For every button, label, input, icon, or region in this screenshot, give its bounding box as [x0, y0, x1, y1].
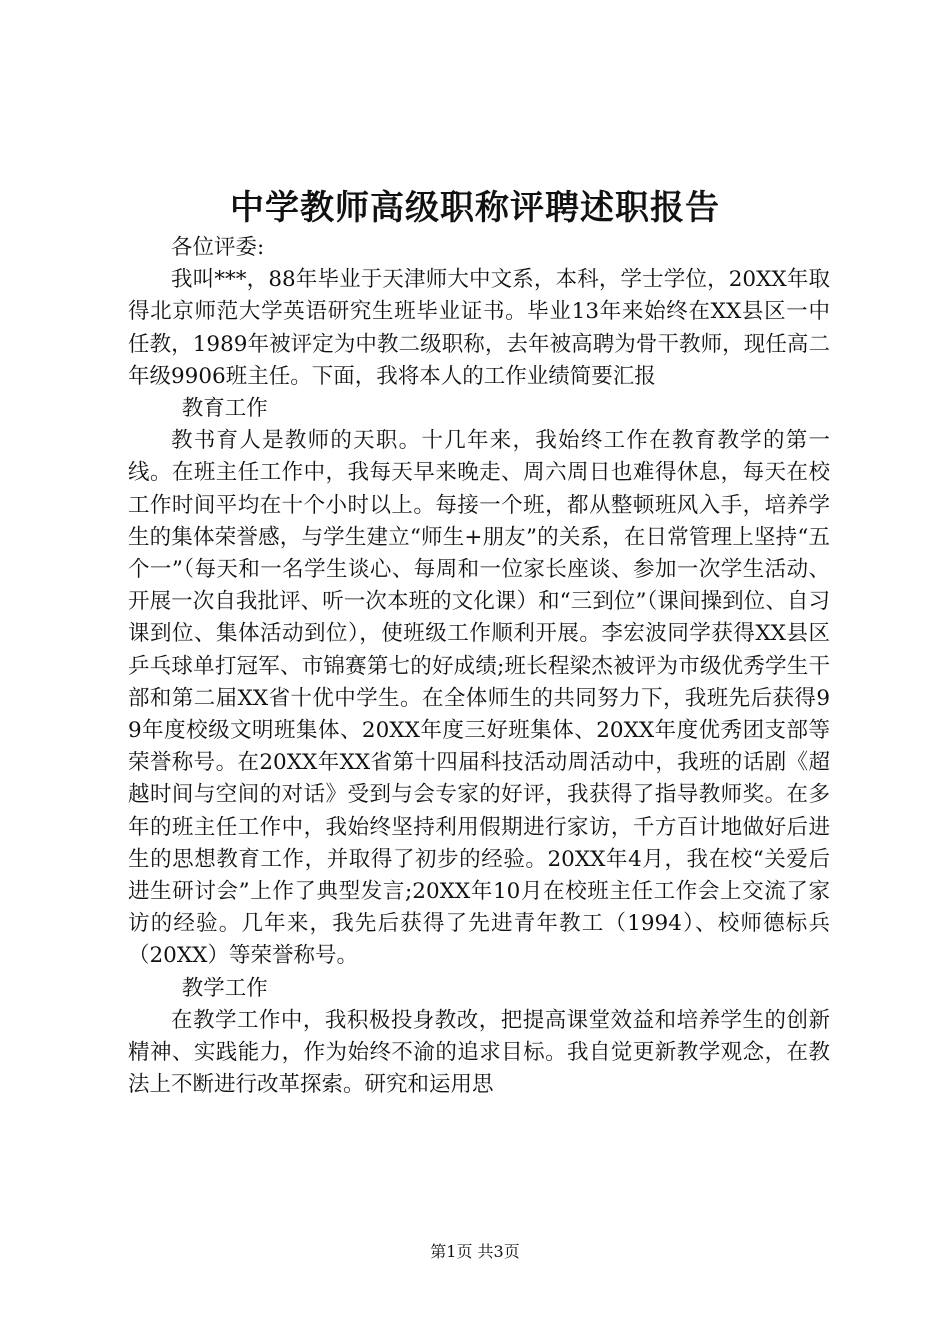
section-heading-education: 教育工作	[181, 396, 268, 422]
salutation: 各位评委:	[171, 235, 265, 260]
section-heading-teaching: 教学工作	[181, 975, 268, 1001]
page-number-footer: 第1页 共3页	[430, 1242, 520, 1261]
document-body	[128, 232, 830, 1101]
document-title: 中学教师高级职称评聘述职报告	[230, 188, 720, 228]
paragraph-education: 教书育人是教师的天职。十几年来，我始终工作在教育教学的第一线。在班主任工作中，我每天早来晚走、周六周日也难得休息，每天在校工作时间平均在十个小时以上。每接一个班，都从整顿班风入手，培养学生的集体荣誉感，与学生建立“师生+朋友”的关系，在日常管理上坚持“五个一”（每天和一名学生谈心、每周和一位家长座谈、参加一次学生活动、开展一次自我批评、听一次本班的文化课）和“三到位”（课间操到位、自习课到位、集体活动到位），使班级工作顺利开展。李宏波同学获得XX县区乒乓球单打冠军、市锦赛第七的好成绩;班长程梁杰被评为市级优秀学生干部和第二届XX省十优中学生。在全体师生的共同努力下，我班先后获得99年度校级文明班集体、20XX年度三好班集体、20XX年度优秀团支部等荣誉称号。在20XX年XX省第十四届科技活动周活动中，我班的话剧《超越时间与空间的对话》受到与会专家的好评，我获得了指导教师奖。在多年的班主任工作中，我始终坚持利用假期进行家访，千方百计地做好后进生的思想教育工作，并取得了初步的经验。20XX年4月，我在校“关爱后进生研讨会”上作了典型发言;20XX年10月在校班主任工作会上交流了家访的经验。几年来，我先后获得了先进青年教工（1994）、校师德标兵（20XX）等荣誉称号。	[128, 428, 830, 969]
paragraph-introduction: 我叫***，88年毕业于天津师大中文系，本科，学士学位，20XX年取得北京师范大学英语研究生班毕业证书。毕业13年来始终在XX县区一中任教，1989年被评定为中教二级职称，去年被高聘为骨干教师，现任高二年级9906班主任。下面，我将本人的工作业绩简要汇报	[128, 267, 830, 389]
paragraph-teaching: 在教学工作中，我积极投身教改，把提高课堂效益和培养学生的创新精神、实践能力，作为始终不渝的追求目标。我自觉更新教学观念，在教法上不断进行改革探索。研究和运用思	[128, 1007, 830, 1098]
